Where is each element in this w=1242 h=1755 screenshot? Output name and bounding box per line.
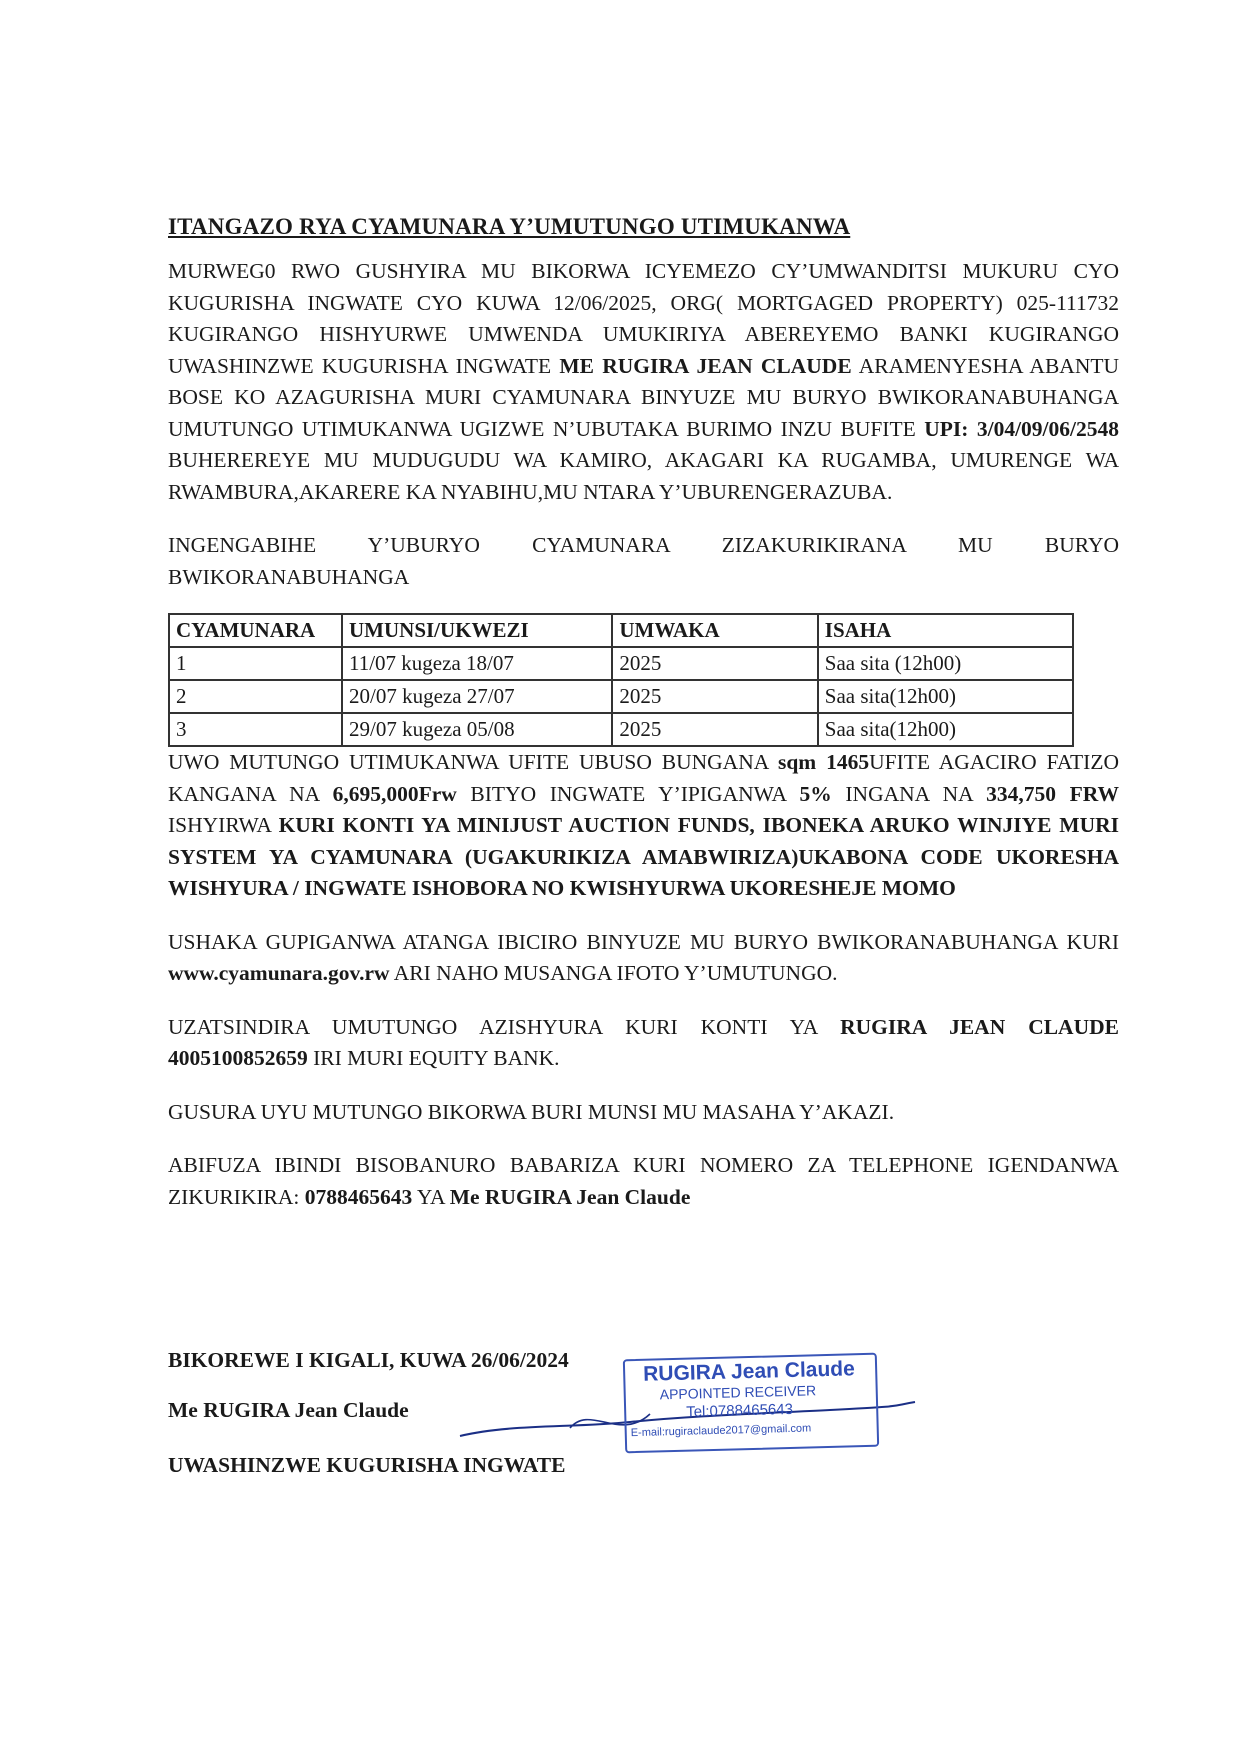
- table-row: [169, 713, 1073, 746]
- intro-text-1: MURWEG0 RWO GUSHYIRA MU BIKORWA ICYEMEZO CY’UMWANDITSI MUKURU CYO KUGURISHA INGWATE CYO KUWA 12/06/2025, ORG( MORTGAGED PROPERTY) 025-111732 KUGIRANGO HISHYURWE UMWENDA UMUKIRIYA ABEREYEMO BANKI KUGIRANGO UWASHINZWE KUGURISHA INGWATE: [168, 259, 1119, 378]
- table-cell: 2025: [612, 680, 817, 713]
- table-header-cell: ISAHA: [818, 614, 1073, 647]
- receiver-name-bold: ME RUGIRA JEAN CLAUDE: [559, 353, 852, 378]
- table-cell: 29/07 kugeza 05/08: [342, 713, 612, 746]
- website-link[interactable]: www.cyamunara.gov.rw: [168, 961, 390, 985]
- account-instructions-bold: KURI KONTI YA MINIJUST AUCTION FUNDS, IBONEKA ARUKO WINJIYE MURI SYSTEM YA CYAMUNARA (UGAKURIKIZA AMABWIRIZA)UKABONA CODE UKORESHA WISHYURA / INGWATE ISHOBORA NO KWISHYURWA UKORESHEJE MOMO: [168, 813, 1120, 900]
- bidding-text-1: USHAKA GUPIGANWA ATANGA IBICIRO BINYUZE MU BURYO BWIKORANABUHANGA KURI: [168, 929, 1119, 954]
- table-cell: Saa sita(12h00): [818, 713, 1073, 746]
- bidding-paragraph: [168, 927, 1119, 990]
- intro-paragraph: [168, 256, 1119, 508]
- stamp-tel: Tel:0788465643: [685, 1400, 794, 1421]
- deposit-percent-bold: 5%: [799, 781, 832, 806]
- document-title: ITANGAZO RYA CYAMUNARA Y’UMUTUNGO UTIMUKANWA: [168, 214, 851, 239]
- signatory-role: UWASHINZWE KUGURISHA INGWATE: [168, 1453, 566, 1477]
- auction-schedule-table: [168, 613, 1074, 747]
- value-text-1: UWO MUTUNGO UTIMUKANWA UFITE UBUSO BUNGANA: [168, 750, 778, 774]
- contact-paragraph: [168, 1150, 1119, 1213]
- payment-text-2: IRI MURI EQUITY BANK.: [307, 1046, 560, 1070]
- table-cell: 3: [169, 713, 342, 746]
- value-text-2: UFITE AGACIRO FATIZO KANGANA NA: [168, 750, 1119, 806]
- signatory-name: Me RUGIRA Jean Claude: [168, 1398, 409, 1422]
- bidding-text-2: ARI NAHO MUSANGA IFOTO Y’UMUTUNGO.: [389, 961, 838, 985]
- table-cell: 11/07 kugeza 18/07: [342, 647, 612, 680]
- stamp-role: APPOINTED RECEIVER: [659, 1382, 817, 1403]
- table-row: [169, 647, 1073, 680]
- contact-name-bold: Me RUGIRA Jean Claude: [449, 1184, 691, 1209]
- place-date-line: BIKOREWE I KIGALI, KUWA 26/06/2024: [168, 1348, 569, 1372]
- table-cell: 2025: [612, 647, 817, 680]
- payment-paragraph: [168, 1012, 1119, 1075]
- table-header-cell: UMUNSI/UKWEZI: [342, 614, 612, 647]
- table-cell: 2025: [612, 713, 817, 746]
- intro-text-3: BUHEREREYE MU MUDUGUDU WA KAMIRO, AKAGARI KA RUGAMBA, UMURENGE WA RWAMBURA,AKARERE KA NYABIHU,MU NTARA Y’UBURENGERAZUBA.: [168, 448, 1119, 504]
- payment-text-1: UZATSINDIRA UMUTUNGO AZISHYURA KURI KONTI YA: [168, 1014, 841, 1039]
- stamp-email: E-mail:rugiraclaude2017@gmail.com: [630, 1422, 812, 1440]
- property-value-paragraph: [168, 747, 1119, 905]
- table-cell: 1: [169, 647, 342, 680]
- phone-number-bold: 0788465643: [304, 1184, 413, 1209]
- table-row: [169, 680, 1073, 713]
- table-header-cell: CYAMUNARA: [169, 614, 342, 647]
- table-cell: 20/07 kugeza 27/07: [342, 680, 612, 713]
- upi-bold: UPI: 3/04/09/06/2548: [924, 416, 1119, 441]
- schedule-intro: INGENGABIHE Y’UBURYO CYAMUNARA ZIZAKURIKIRANA MU BURYO BWIKORANABUHANGA: [168, 533, 1119, 589]
- account-number-bold: RUGIRA JEAN CLAUDE 4005100852659: [168, 1014, 1119, 1070]
- table-cell: 2: [169, 680, 342, 713]
- visit-paragraph: GUSURA UYU MUTUNGO BIKORWA BURI MUNSI MU MASAHA Y’AKAZI.: [168, 1099, 895, 1124]
- receiver-stamp: [623, 1353, 879, 1454]
- table-cell: Saa sita (12h00): [818, 647, 1073, 680]
- table-header-row: [169, 614, 1073, 647]
- deposit-amount-bold: 334,750 FRW: [986, 781, 1120, 806]
- intro-text-2: ARAMENYESHA ABANTU BOSE KO AZAGURISHA MURI CYAMUNARA BINYUZE MU BURYO BWIKORANABUHANGA UMUTUNGO UTIMUKANWA UGIZWE N’UBUTAKA BURIMO INZU BUFITE: [168, 353, 1120, 441]
- stamp-name: RUGIRA Jean Claude: [642, 1357, 856, 1386]
- value-text-4: INGANA NA: [831, 781, 987, 806]
- area-bold: sqm 1465: [777, 750, 870, 774]
- table-cell: Saa sita(12h00): [818, 680, 1073, 713]
- base-price-bold: 6,695,000Frw: [332, 781, 457, 806]
- contact-text-1: ABIFUZA IBINDI BISOBANURO BABARIZA KURI NOMERO ZA TELEPHONE IGENDANWA ZIKURIKIRA:: [168, 1153, 1119, 1209]
- table-header-cell: UMWAKA: [612, 614, 817, 647]
- document-body: [168, 214, 1119, 1213]
- value-text-5: ISHYIRWA: [168, 813, 279, 837]
- contact-text-2: YA: [412, 1184, 450, 1209]
- value-text-3: BITYO INGWATE Y’IPIGANWA: [456, 781, 800, 806]
